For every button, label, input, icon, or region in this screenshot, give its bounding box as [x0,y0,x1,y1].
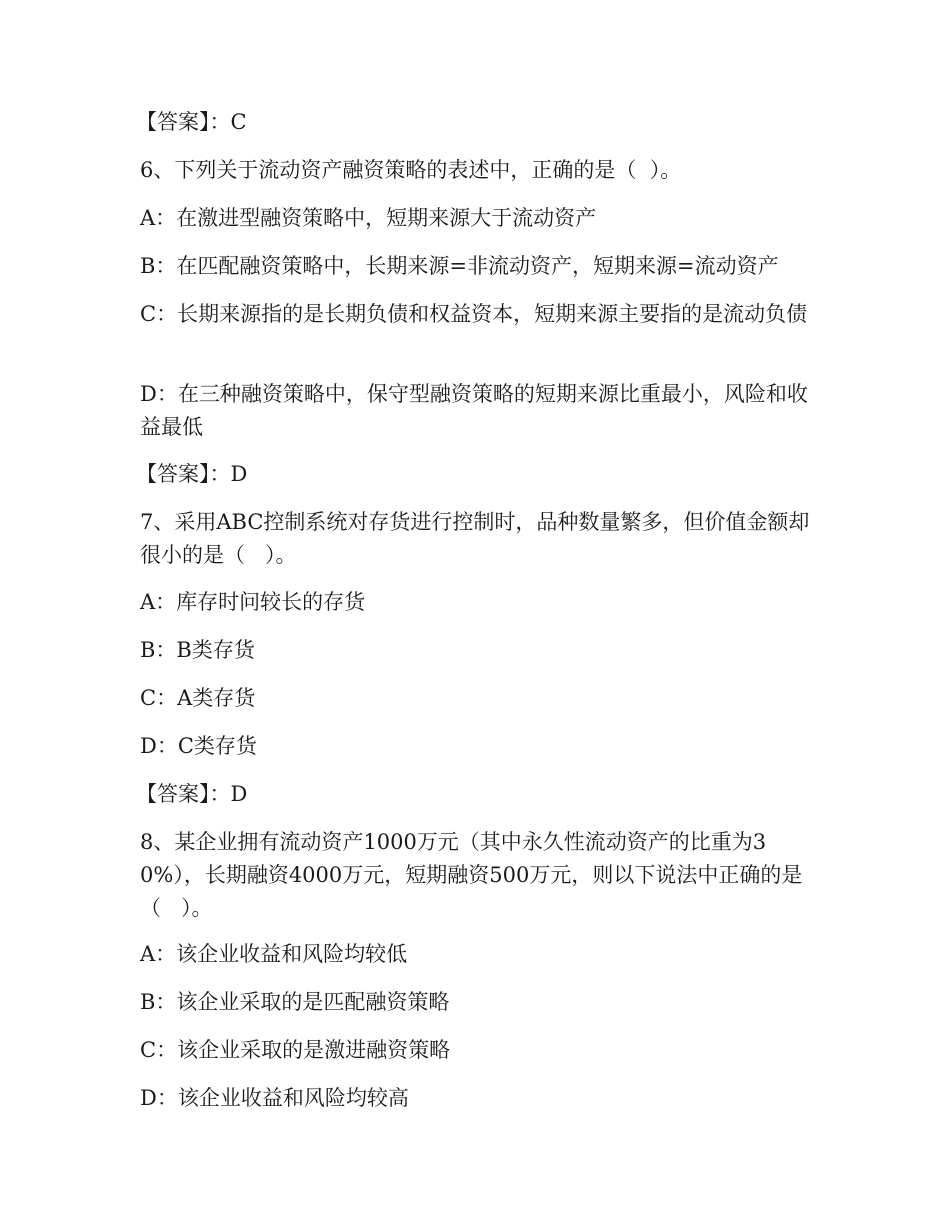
option-7c: C：A类存货 [140,686,256,710]
option-6b: B：在匹配融资策略中，长期来源=非流动资产，短期来源=流动资产 [140,254,779,278]
option-7b: B：B类存货 [140,638,255,662]
answer-line-q7: 【答案】：D [136,782,248,806]
question-8: 8、某企业拥有流动资产1000万元（其中永久性流动资产的比重为30%），长期融资4000万元，短期融资500万元，则以下说法中正确的是（ ）。 [140,830,803,920]
answer-line-q5: 【答案】：C [136,110,247,134]
question-7: 7、采用ABC控制系统对存货进行控制时，品种数量繁多，但价值金额却很小的是（ ）。 [140,510,810,567]
option-6a: A：在激进型融资策略中，短期来源大于流动资产 [140,206,597,230]
option-8b: B：该企业采取的是匹配融资策略 [140,990,450,1014]
option-7d: D：C类存货 [140,734,257,758]
option-7a: A：库存时问较长的存货 [140,590,366,614]
option-8d: D：该企业收益和风险均较高 [140,1086,409,1110]
option-6d: D：在三种融资策略中，保守型融资策略的短期来源比重最小，风险和收益最低 [140,382,808,439]
option-8a: A：该企业收益和风险均较低 [140,942,408,966]
option-6c: C：长期来源指的是长期负债和权益资本，短期来源主要指的是流动负债 [140,302,808,326]
answer-line-q6: 【答案】：D [136,462,248,486]
question-6: 6、下列关于流动资产融资策略的表述中，正确的是（ ）。 [140,158,682,182]
option-8c: C：该企业采取的是激进融资策略 [140,1038,451,1062]
